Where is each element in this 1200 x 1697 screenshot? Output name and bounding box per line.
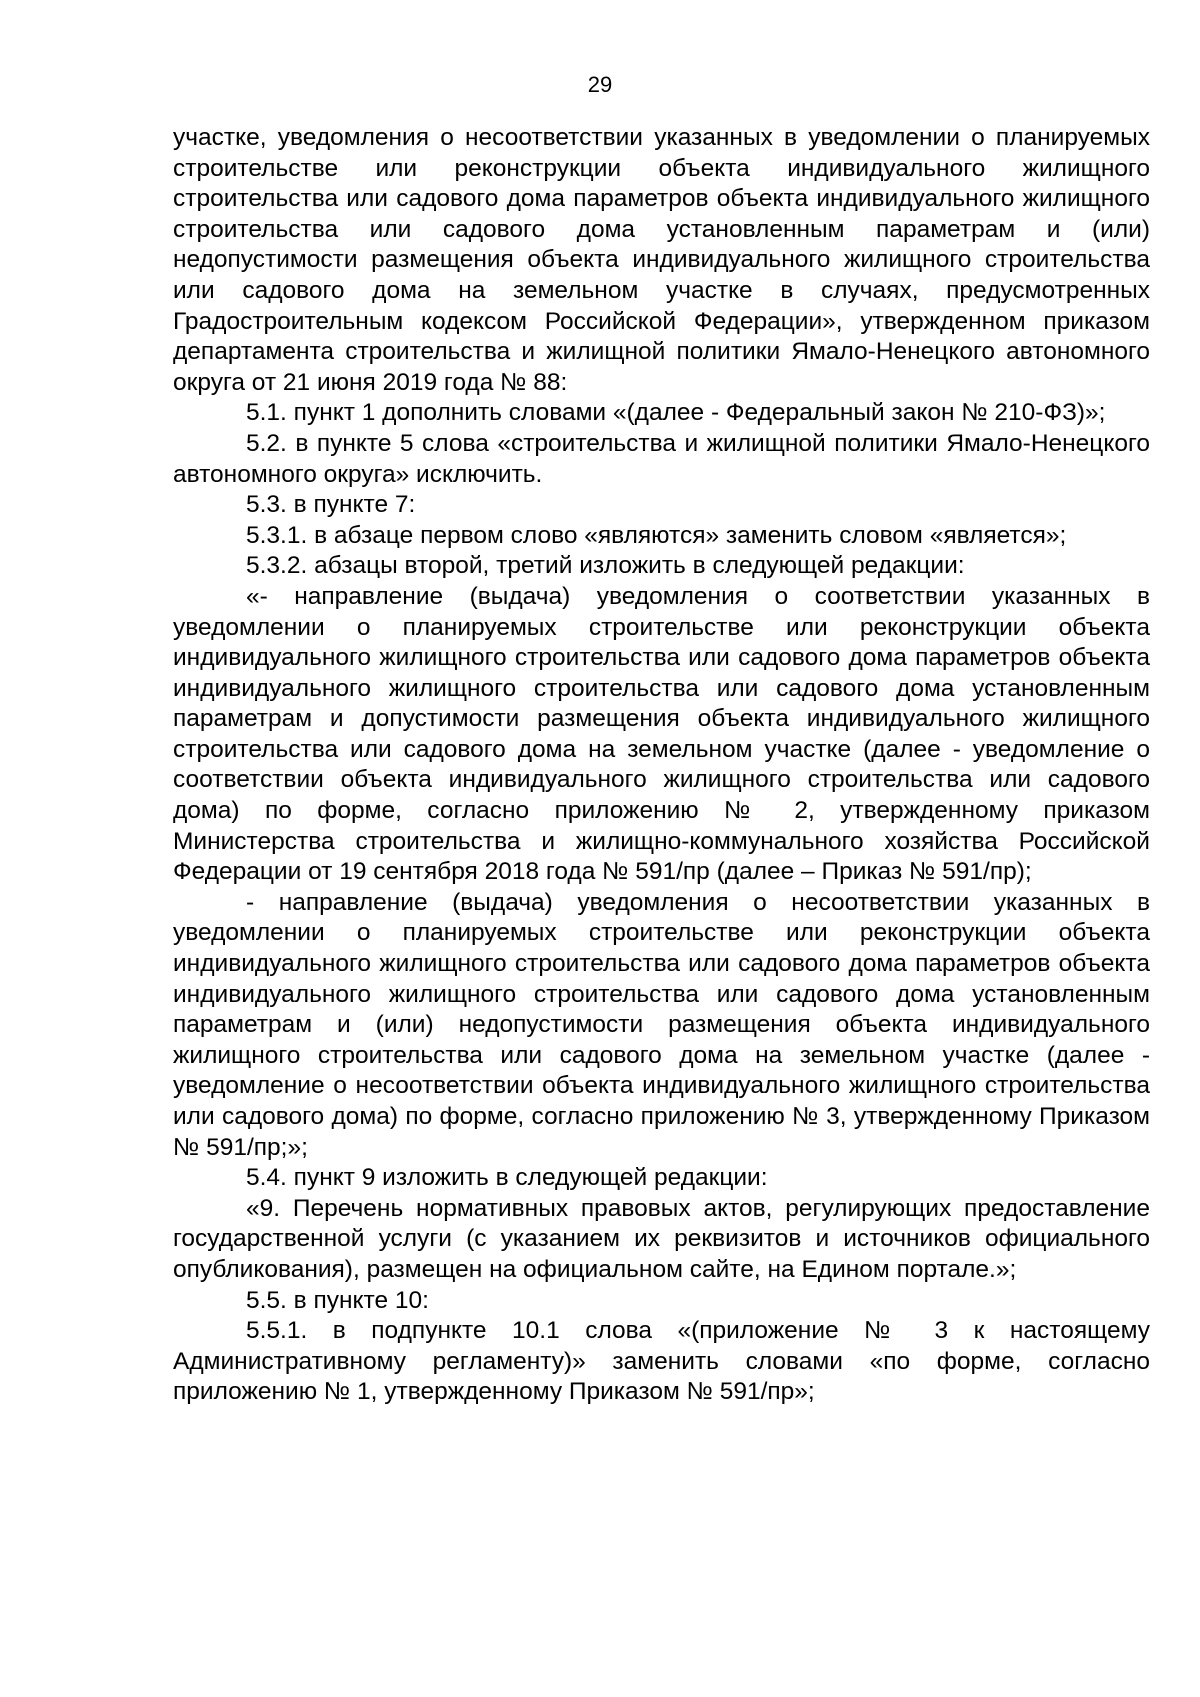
paragraph-5-4: 5.4. пункт 9 изложить в следующей редакции: xyxy=(246,1164,768,1192)
paragraph-quote-conformity: «- направление (выдача) уведомления о соответствии указанных в уведомлении о планируемых строительстве или реконструкции объекта индивидуального жилищного строительства или садового дома параметров объекта индивидуального жилищного строительства или садового дома установленным параметрам и допустимости размещения объекта индивидуального жилищного строительства или садового дома на земельном участке (далее - уведомление о соответствии объекта индивидуального жилищного строительства или садового дома) по форме, согласно приложению № 2, утвержденному приказом Министерства строительства и жилищно-коммунального хозяйства Российской Федерации от 19 сентября 2018 года № 591/пр (далее – Приказ № 591/пр); xyxy=(173,582,1150,886)
paragraph-5-1: 5.1. пункт 1 дополнить словами «(далее - Федеральный закон № 210-ФЗ)»; xyxy=(246,399,1106,427)
paragraph-quote-nonconformity: - направление (выдача) уведомления о несоответствии указанных в уведомлении о планируемых строительстве или реконструкции объекта индивидуального жилищного строительства или садового дома параметров объекта индивидуального жилищного строительства или садового дома установленным параметрам и (или) недопустимости размещения объекта индивидуального жилищного строительства или садового дома на земельном участке (далее - уведомление о несоответствии объекта индивидуального жилищного строительства или садового дома) по форме, согласно приложению № 3, утвержденному Приказом № 591/пр;»; xyxy=(173,888,1150,1161)
paragraph-quote-9: «9. Перечень нормативных правовых актов, регулирующих предоставление государственной услуги (с указанием их реквизитов и источников официального опубликования), размещен на официальном сайте, на Едином портале.»; xyxy=(173,1194,1150,1283)
paragraph-5-5-1: 5.5.1. в подпункте 10.1 слова «(приложение № 3 к настоящему Административному регламенту)» заменить словами «по форме, согласно приложению № 1, утвержденному Приказом № 591/пр»; xyxy=(173,1317,1150,1406)
paragraph-5-3-1: 5.3.1. в абзаце первом слово «являются» заменить словом «является»; xyxy=(246,521,1067,549)
document-body xyxy=(173,123,1150,1408)
paragraph-5-3: 5.3. в пункте 7: xyxy=(246,491,416,519)
paragraph-intro-continuation: участке, уведомления о несоответствии указанных в уведомлении о планируемых строительстве или реконструкции объекта индивидуального жилищного строительства или садового дома параметров объекта индивидуального жилищного строительства или садового дома установленным параметрам и (или) недопустимости размещения объекта индивидуального жилищного строительства или садового дома на земельном участке в случаях, предусмотренных Градостроительным кодексом Российской Федерации», утвержденном приказом департамента строительства и жилищной политики Ямало-Ненецкого автономного округа от 21 июня 2019 года № 88: xyxy=(173,124,1150,396)
paragraph-5-5: 5.5. в пункте 10: xyxy=(246,1286,429,1314)
paragraph-5-2: 5.2. в пункте 5 слова «строительства и жилищной политики Ямало-Ненецкого автономного округа» исключить. xyxy=(173,429,1150,488)
paragraph-5-3-2: 5.3.2. абзацы второй, третий изложить в следующей редакции: xyxy=(246,552,965,580)
page-number: 29 xyxy=(587,72,613,97)
